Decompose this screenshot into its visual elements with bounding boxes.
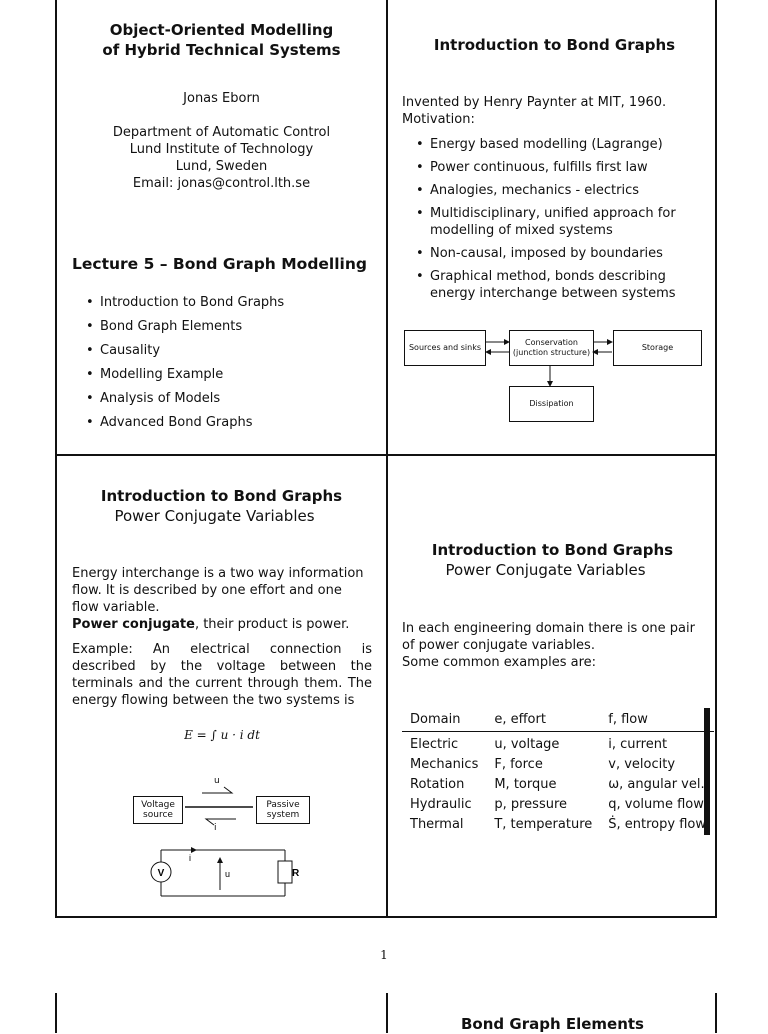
table-cell: i, current — [608, 737, 668, 752]
table-cell: Rotation — [410, 777, 465, 792]
voltage-source-label-line1: Voltage — [141, 800, 175, 810]
table-cell: Hydraulic — [410, 797, 472, 812]
storage-label: Storage — [641, 343, 674, 352]
table-header-cell: Domain — [402, 710, 486, 732]
list-item: • Non-causal, imposed by boundaries — [414, 245, 707, 262]
table-row — [402, 795, 714, 815]
slide2-title: Introduction to Bond Graphs — [433, 36, 676, 54]
list-item: • Bond Graph Elements — [84, 318, 382, 335]
list-item: • Power continuous, fulfills first law — [414, 159, 707, 176]
institute: Lund Institute of Technology — [129, 142, 314, 157]
slide3-title: Introduction to Bond Graphs — [100, 487, 343, 505]
table-row — [402, 732, 714, 756]
dissipation-box — [509, 386, 594, 422]
conservation-label-line2: (junction structure) — [512, 348, 591, 357]
table-header-row — [402, 710, 714, 732]
list-item: • Causality — [84, 342, 382, 359]
table-cell: T, temperature — [494, 817, 593, 832]
list-item: • Advanced Bond Graphs — [84, 414, 382, 431]
slide3-para1: Energy interchange is a two way information flow. It is described by one effort and one flow variable. — [72, 566, 364, 615]
table-cell: p, pressure — [494, 797, 568, 812]
email: Email: jonas@control.lth.se — [132, 176, 311, 191]
table-cell: M, torque — [494, 777, 557, 792]
slide-2 — [402, 35, 707, 302]
table-cell: v, velocity — [608, 757, 676, 772]
slide4-subtitle: Power Conjugate Variables — [445, 561, 646, 579]
slide2-intro-line1: Invented by Henry Paynter at MIT, 1960. — [402, 95, 667, 110]
list-item: • Graphical method, bonds describing energy interchange between systems — [414, 268, 707, 302]
table-row — [402, 815, 714, 835]
variables-table-wrapper — [402, 708, 710, 835]
slide3-subtitle: Power Conjugate Variables — [114, 507, 315, 525]
slide-4-body — [402, 620, 707, 671]
slide-4-header — [388, 540, 717, 580]
table-header-cell: f, flow — [600, 710, 714, 732]
next-page-title: Bond Graph Elements — [461, 1015, 644, 1033]
table-cell: ω, angular vel. — [608, 777, 705, 792]
slide-1 — [57, 20, 386, 192]
author: Jonas Eborn — [183, 91, 260, 106]
slide3-para2-rest: , their product is power. — [194, 617, 350, 632]
passive-system-label-line1: Passive — [266, 800, 300, 810]
half-arrow-lower — [206, 819, 236, 825]
slide-divider-horizontal — [55, 454, 717, 456]
half-arrow-upper — [202, 787, 232, 793]
passive-system-box — [256, 796, 310, 824]
list-item: • Introduction to Bond Graphs — [84, 294, 382, 311]
slide3-para2-bold: Power conjugate — [72, 617, 195, 632]
table-cell: Electric — [410, 737, 459, 752]
table-cell: q, volume flow — [608, 797, 704, 812]
slide4-para1: In each engineering domain there is one pair of power conjugate variables. — [402, 621, 695, 653]
city: Lund, Sweden — [175, 159, 268, 174]
list-item: • Analysis of Models — [84, 390, 382, 407]
table-cell: F, force — [494, 757, 543, 772]
resistor-symbol — [278, 861, 292, 883]
slide-3-body — [72, 565, 372, 744]
flow-arrows-diagram — [480, 330, 620, 390]
table-header-cell: e, effort — [486, 710, 600, 732]
slide4-title: Introduction to Bond Graphs — [431, 541, 674, 559]
circuit-diagram — [140, 840, 310, 902]
lecture-topics-list — [84, 294, 382, 431]
circuit-u-label: u — [225, 869, 231, 879]
table-cell: Mechanics — [410, 757, 479, 772]
storage-box — [613, 330, 702, 366]
list-item: • Modelling Example — [84, 366, 382, 383]
table-row — [402, 775, 714, 795]
slide1-title-line2: of Hybrid Technical Systems — [102, 41, 341, 59]
table-cell: u, voltage — [494, 737, 560, 752]
conservation-label-line1: Conservation — [525, 338, 578, 347]
dissipation-label: Dissipation — [529, 399, 574, 408]
lecture-title: Lecture 5 – Bond Graph Modelling — [72, 255, 367, 273]
table-row — [402, 755, 714, 775]
department: Department of Automatic Control — [112, 125, 331, 140]
energy-exchange-arrows — [180, 785, 260, 835]
energy-equation: E = ∫ u · i dt — [184, 728, 260, 742]
slide1-lecture-block — [72, 254, 382, 431]
voltage-source-label-line2: source — [143, 810, 173, 820]
u-label: u — [214, 776, 220, 786]
table-cell: Thermal — [410, 817, 464, 832]
list-item: • Multidisciplinary, unified approach for modelling of mixed systems — [414, 205, 707, 239]
circuit-i-label: i — [189, 853, 191, 863]
slide2-intro-line2: Motivation: — [402, 112, 475, 127]
variables-table — [402, 710, 714, 835]
page-number: 1 — [380, 948, 388, 962]
table-cell: Ṡ, entropy flow — [608, 817, 706, 832]
i-label: i — [214, 823, 217, 833]
slide-divider-vertical — [386, 0, 388, 918]
circuit-v-label: V — [157, 868, 165, 879]
circuit-r-label: R — [292, 868, 300, 879]
voltage-source-box — [133, 796, 183, 824]
slide4-para2: Some common examples are: — [402, 655, 597, 670]
motivation-list — [414, 136, 707, 302]
sources-label: Sources and sinks — [408, 343, 482, 352]
passive-system-label-line2: system — [266, 810, 300, 820]
list-item: • Analogies, mechanics - electrics — [414, 182, 707, 199]
sources-and-sinks-box — [404, 330, 486, 366]
slide3-para3: Example: An electrical connection is described by the voltage between the terminals and the current through them. The energy flowing between the two systems is — [72, 642, 372, 708]
slide1-title-line1: Object-Oriented Modelling — [109, 21, 334, 39]
list-item: • Energy based modelling (Lagrange) — [414, 136, 707, 153]
slide-3-header — [57, 486, 386, 526]
